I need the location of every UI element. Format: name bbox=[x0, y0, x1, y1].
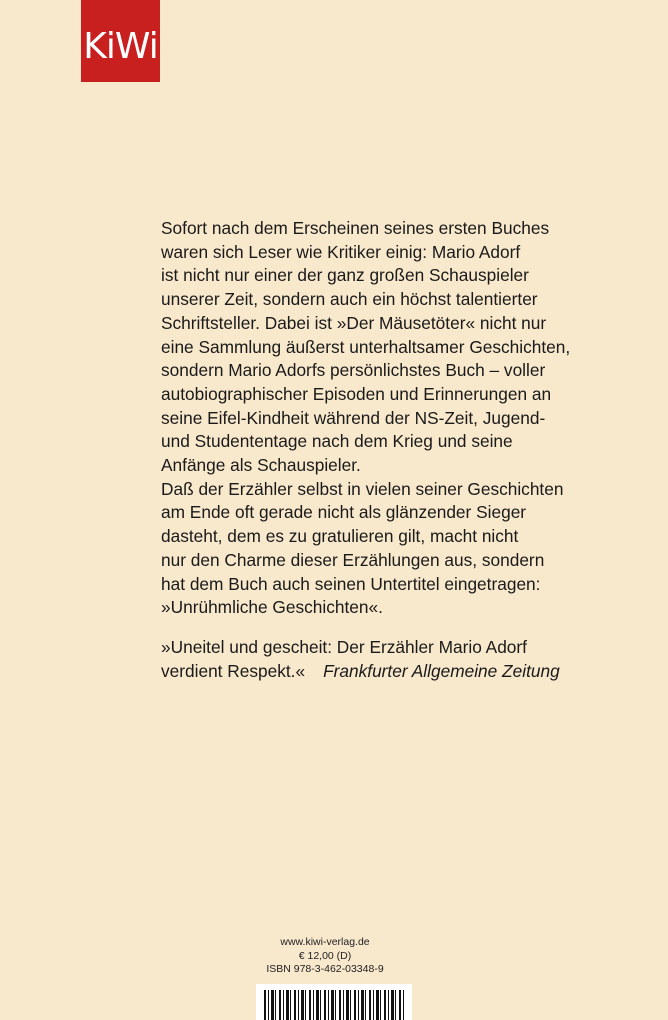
quote-source: Frankfurter Allgemeine Zeitung bbox=[323, 660, 560, 681]
book-meta bbox=[250, 936, 400, 977]
publisher-logo-text: KiWi bbox=[83, 25, 158, 67]
blurb-line: sondern Mario Adorfs persönlichstes Buch – voller bbox=[161, 360, 546, 381]
publisher-website: www.kiwi-verlag.de bbox=[280, 936, 370, 948]
book-isbn: ISBN 978-3-462-03348-9 bbox=[266, 963, 384, 975]
blurb-line: am Ende oft gerade nicht als glänzender Sieger bbox=[161, 502, 527, 523]
blurb-line: und Studententage nach dem Krieg und seine bbox=[161, 431, 513, 452]
blurb-line: Daß der Erzähler selbst in vielen seiner Geschichten bbox=[161, 478, 564, 499]
book-blurb bbox=[161, 217, 631, 620]
blurb-line: Anfänge als Schauspieler. bbox=[161, 455, 361, 476]
blurb-line: »Unrühmliche Geschichten«. bbox=[161, 597, 383, 618]
blurb-line: nur den Charme dieser Erzählungen aus, sondern bbox=[161, 549, 545, 570]
blurb-line: eine Sammlung äußerst unterhaltsamer Geschichten, bbox=[161, 336, 571, 357]
barcode bbox=[256, 984, 412, 1020]
blurb-line: dasteht, dem es zu gratulieren gilt, macht nicht bbox=[161, 526, 519, 547]
blurb-line: Schriftsteller. Dabei ist »Der Mäusetöter« nicht nur bbox=[161, 312, 547, 333]
blurb-line: unserer Zeit, sondern auch ein höchst talentierter bbox=[161, 289, 538, 310]
publisher-logo bbox=[81, 0, 160, 82]
blurb-line: waren sich Leser wie Kritiker einig: Mario Adorf bbox=[161, 241, 521, 262]
blurb-line: ist nicht nur einer der ganz großen Schauspieler bbox=[161, 265, 529, 286]
blurb-line: Sofort nach dem Erscheinen seines ersten Buches bbox=[161, 218, 550, 238]
blurb-line: hat dem Buch auch seinen Untertitel eingetragen: bbox=[161, 573, 541, 594]
book-price: € 12,00 (D) bbox=[298, 949, 352, 962]
review-quote bbox=[161, 636, 631, 683]
quote-line: »Uneitel und gescheit: Der Erzähler Mario Adorf bbox=[161, 637, 527, 657]
barcode-bars bbox=[264, 990, 404, 1020]
blurb-line: autobiographischer Episoden und Erinnerungen an bbox=[161, 383, 552, 404]
quote-line bbox=[161, 660, 631, 684]
blurb-line: seine Eifel-Kindheit während der NS-Zeit, Jugend- bbox=[161, 407, 546, 428]
quote-text: verdient Respekt.« bbox=[161, 660, 306, 681]
